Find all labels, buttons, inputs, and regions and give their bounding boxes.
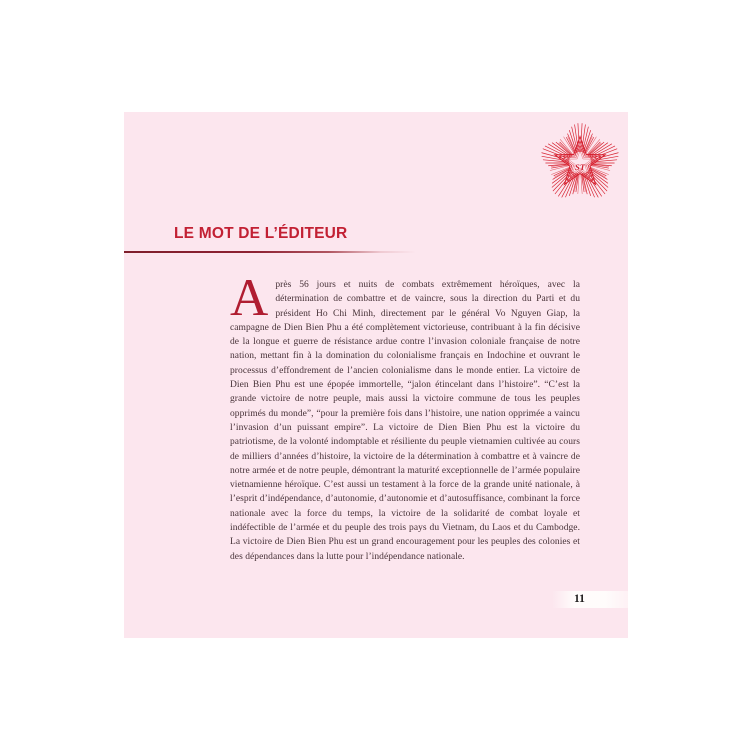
heading-rule	[124, 251, 416, 253]
emblem-center-text: ST	[574, 162, 586, 173]
section-title: LE MOT DE L’ÉDITEUR	[174, 225, 348, 242]
editor-note-paragraph	[230, 269, 580, 564]
pink-book-page	[124, 112, 628, 638]
page-number-band	[552, 591, 628, 608]
drop-cap-letter: A	[230, 269, 269, 327]
publisher-star-emblem	[536, 119, 624, 207]
page-number: 11	[574, 593, 585, 605]
paragraph-text: près 56 jours et nuits de combats extrêmement héroïques, avec la détermination de combattre et de vaincre, sous la direction du Parti et du président Ho Chi Minh, directement par le général Vo Nguyen Giap, la campagne de Dien Bien Phu a été complètement victorieuse, contribuant à la fin décisive de la longue et guerre de résistance ardue contre l’invasion coloniale française de notre nation, mettant fin à la domination du colonialisme français en Indochine et ouvrant le processus d’effondrement de l’ancien colonialisme dans le monde entier. La victoire de Dien Bien Phu est une épopée immortelle, “jalon étincelant dans l’histoire”. “C’est la grande victoire de notre peuple, mais aussi la victoire commune de tous les peuples opprimés du monde”, “pour la première fois dans l’histoire, une nation opprimée a vaincu l’invasion d’un puissant empire”. La victoire de Dien Bien Phu est la victoire du patriotisme, de la volonté indomptable et résiliente du peuple vietnamien cultivée au cours de milliers d’années d’histoire, la victoire de la détermination à combattre et à vaincre de notre armée et de notre peuple, démontrant la maturité exceptionnelle de l’armée populaire vietnamienne héroïque. C’est aussi un testament à la force de la grande unité nationale, à l’esprit d’indépendance, d’autonomie, d’autonomie et d’autosuffisance, combinant la force nationale avec la force du temps, la victoire de la solidarité de combat loyale et indéfectible de l’armée et du peuple des trois pays du Vietnam, du Laos et du Cambodge. La victoire de Dien Bien Phu est un grand encouragement pour les peuples des colonies et des dépendances dans la lutte pour l’indépendance nationale.	[230, 280, 580, 562]
